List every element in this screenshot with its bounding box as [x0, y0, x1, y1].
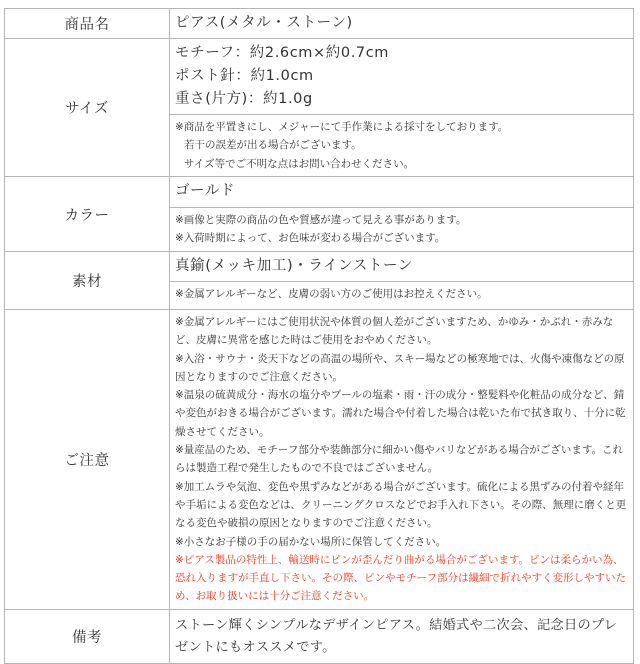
size-post: ポスト針：約1.0cm: [175, 68, 314, 84]
caution-note-2: ※入浴・サウナ・炎天下などの高温の場所や、スキー場などの極寒地では、火傷や凍傷などの原因となりますのでご注意ください。: [175, 352, 625, 383]
size-weight: 重さ(片方)：約1.0g: [175, 91, 313, 107]
label-product: 商品名: [5, 9, 170, 39]
caution-note-5: ※加工ムラや気泡、変色や黒ずみなどがある場合がございます。硫化による黒ずみの付着や経年や手垢による変色などは、クリーニングクロスなどでお手入れ下さい。その際、無理に磨くと更なる変色や破損の原因となりますのでご注意ください。: [175, 480, 627, 530]
row-product: [5, 9, 634, 39]
material-notes: [170, 282, 634, 310]
row-caution: [5, 310, 634, 610]
value-size: [170, 39, 634, 115]
spec-table: [4, 8, 634, 664]
remarks-text: ストーン輝くシンプルなデザインピアス。結婚式や二次会、記念日のプレゼントにもオススメです。: [175, 617, 618, 656]
caution-note-4: ※量産品のため、モチーフ部分や装飾部分に細かい傷やバリなどがある場合がございます。これらは製造工程で発生したもので不良ではございません。: [175, 444, 624, 475]
caution-note-3: ※温泉の硫黄成分・海水の塩分やプールの塩素・雨・汗の成分・整髪料や化粧品の成分など、錆や変色がおきる場合がございます。濡れた場合や付着した場合は乾いた布で拭き取り、十分に乾燥させてください。: [175, 389, 626, 438]
row-remarks: [5, 609, 634, 663]
label-material: 素材: [5, 252, 170, 310]
size-motif: モチーフ：約2.6cm×約0.7cm: [175, 45, 390, 61]
value-remarks: [170, 609, 634, 663]
size-notes: [170, 115, 634, 177]
color-notes: [170, 208, 634, 252]
label-caution: ご注意: [5, 310, 170, 610]
caution-notes: [170, 310, 634, 610]
color-note-1: ※画像と実際の商品の色や質感が違って見える事があります。: [175, 214, 467, 226]
label-size: サイズ: [5, 39, 170, 177]
color-note-2: ※入荷時期によって、お色味が変わる場合がございます。: [175, 232, 446, 245]
caution-note-6: ※小さなお子様の手の届かない場所に保管してください。: [175, 535, 447, 548]
size-note-3: サイズ等でご不明な点はお問い合わせください。: [184, 157, 415, 170]
caution-note-1: ※金属アレルギーにはご使用状況や体質の個人差がございますため、かゆみ・かぶれ・赤みなど、皮膚に異常を感じた時はご使用をおやめください。: [175, 316, 614, 347]
value-material: [170, 252, 634, 282]
size-note-1: ※商品を平置きにし、メジャーにて手作業による採寸をしております。: [175, 121, 509, 133]
material-name: 真鍮(メッキ加工)・ラインストーン: [175, 258, 413, 274]
row-size: [5, 39, 634, 115]
size-note-2: 若干の誤差が出る場合がございます。: [184, 139, 362, 152]
row-material: [5, 252, 634, 282]
color-name: ゴールド: [175, 183, 236, 199]
value-product: [170, 9, 634, 39]
caution-warning: ※ピアス製品の特性上、輸送時にピンが歪んだり曲がる場合がございます。ピンは柔らかい為、恐れ入りますが手直し下さい。その際、ピンやモチーフ部分は繊細で折れやすく変形しやすいため、お取り扱いには十分ご注意ください。: [175, 553, 626, 603]
value-color: [170, 177, 634, 208]
label-remarks: 備考: [5, 609, 170, 663]
material-note-1: ※金属アレルギーなど、皮膚の弱い方のご使用はお控えください。: [175, 288, 488, 300]
row-color: [5, 177, 634, 208]
product-name: ピアス(メタル・ストーン): [175, 15, 353, 31]
label-color: カラー: [5, 177, 170, 252]
